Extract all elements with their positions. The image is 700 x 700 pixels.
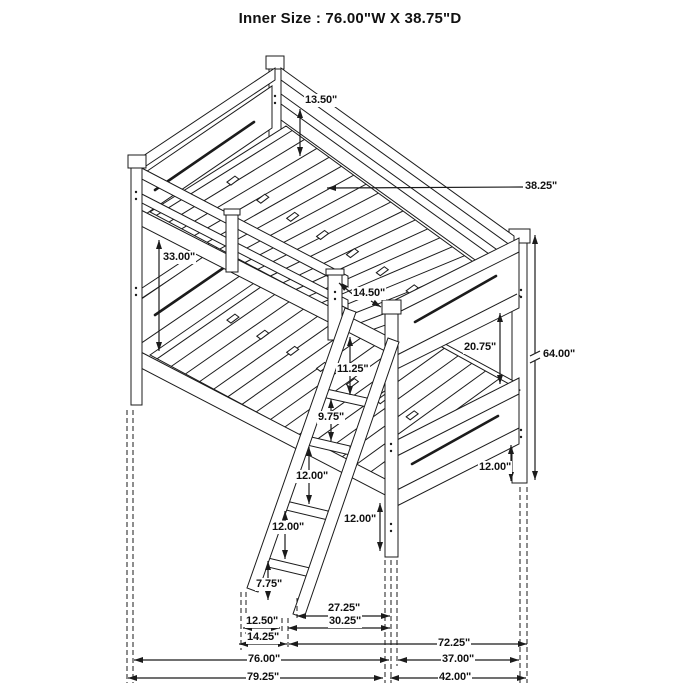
dim-slat-depth: 38.25" (525, 180, 558, 192)
dim-ladder-reach-inner: 27.25" (328, 602, 361, 614)
dim-front-leg-clearance: 12.00" (344, 513, 377, 525)
dim-rung1-to-rung2: 9.75" (318, 411, 345, 423)
dim-upper-guard-rail-height: 13.50" (305, 94, 338, 106)
dim-inner-length: 76.00" (248, 653, 281, 665)
dim-depth-inner: 37.00" (442, 653, 475, 665)
dim-rung4-to-floor: 7.75" (256, 578, 283, 590)
dim-upper-to-lower-rail: 33.00" (163, 251, 196, 263)
dim-rung2-to-rung3: 12.00" (296, 470, 329, 482)
dim-ladder-width-outer: 14.25" (247, 631, 280, 643)
front-post (382, 300, 401, 557)
dim-ladder-reach-outer: 30.25" (329, 615, 362, 627)
bed-drawing (128, 56, 530, 618)
dim-right-leg-clearance: 12.00" (479, 461, 512, 473)
dim-overall-depth: 42.00" (439, 671, 472, 683)
dim-rail-to-rung1: 11.25" (337, 363, 369, 375)
dim-overall-height: 64.00" (543, 348, 576, 360)
diagram-title: Inner Size : 76.00"W X 38.75"D (238, 10, 462, 27)
dim-upper-rail-height: 14.50" (353, 287, 386, 299)
dim-overall-length: 79.25" (247, 671, 280, 683)
dim-bunk-gap-height: 20.75" (464, 341, 497, 353)
dim-ladder-width-inner: 12.50" (246, 615, 279, 627)
dim-length-to-right-leg: 72.25" (438, 637, 471, 649)
dim-rung3-to-rung4: 12.00" (272, 521, 305, 533)
